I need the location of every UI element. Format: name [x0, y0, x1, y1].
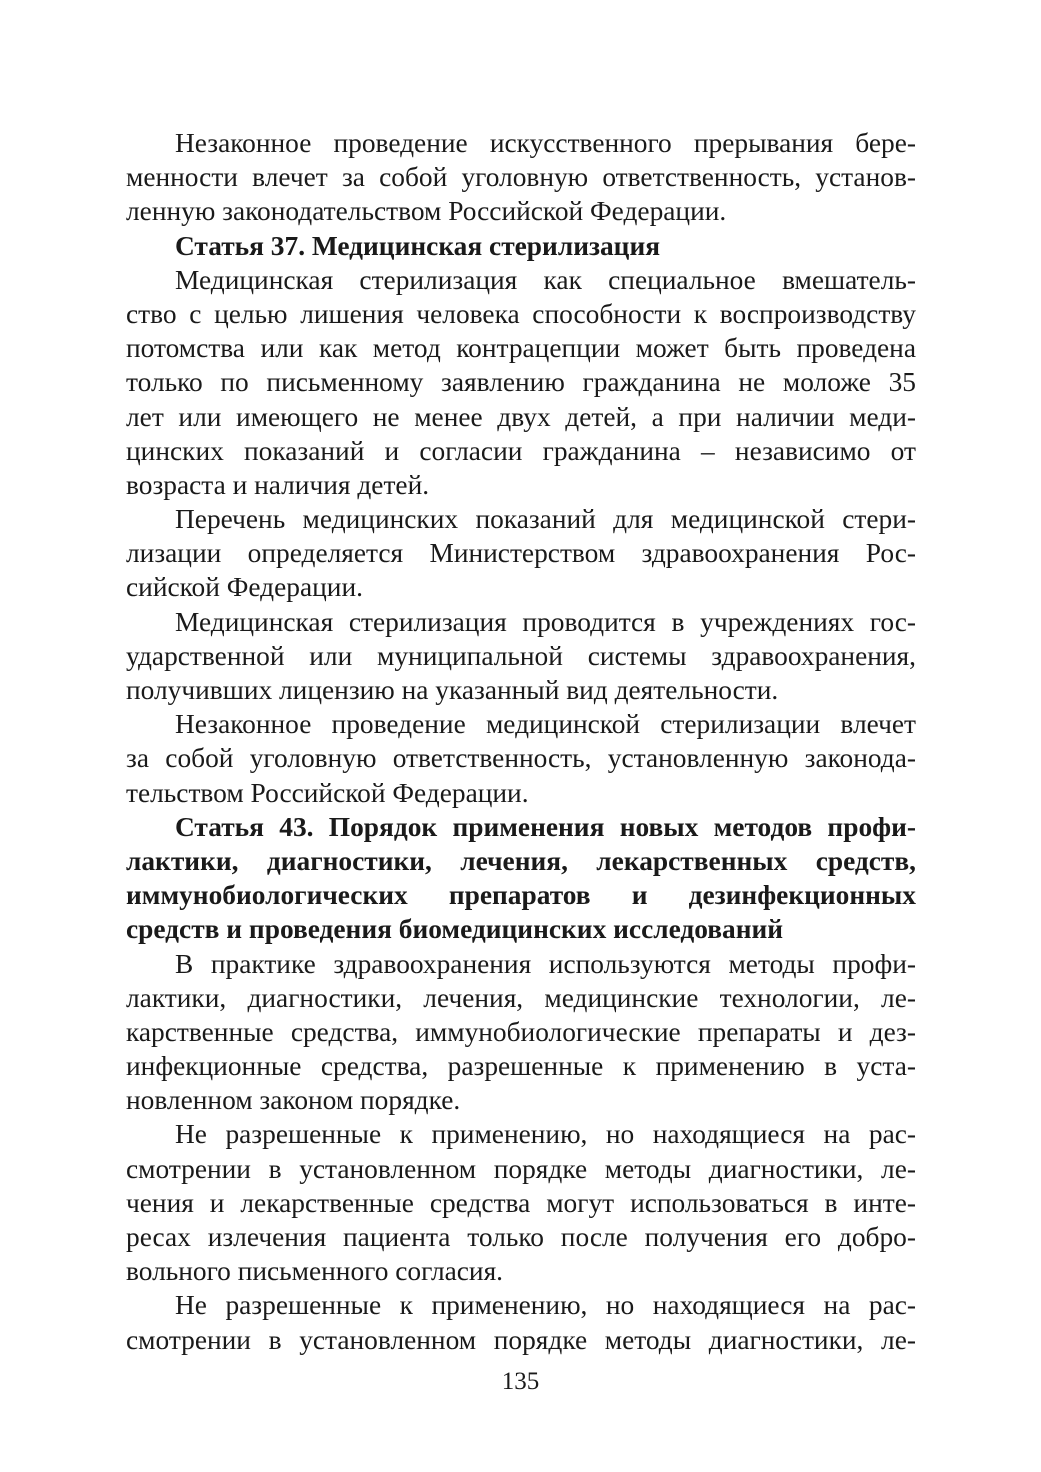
heading-line: Статья 43. Порядок применения новых методов профи- [175, 811, 916, 842]
page-number: 135 [501, 1368, 540, 1395]
text-line: лет или имеющего не менее двух детей, а при наличии меди- [126, 401, 916, 432]
text-line: Незаконное проведение медицинской стерилизации влечет [175, 709, 916, 740]
text-line: инфекционные средства, разрешенные к применению в уста- [126, 1051, 916, 1082]
text-line: только по письменному заявлению гражданина не моложе 35 [126, 367, 916, 398]
text-line: Перечень медицинских показаний для медицинской стери- [175, 504, 916, 535]
text-line: ударственной или муниципальной системы здравоохранения, [126, 640, 916, 671]
text-line: получивших лицензию на указанный вид деятельности. [126, 675, 779, 705]
text-line: менности влечет за собой уголовную ответственность, установ- [126, 162, 916, 193]
page-body-text [126, 126, 916, 1357]
text-line: сийской Федерации. [126, 572, 363, 603]
text-line: смотрении в установленном порядке методы диагностики, ле- [126, 1153, 916, 1184]
text-line: потомства или как метод контрацепции может быть проведена [126, 333, 916, 364]
text-line: лизации определяется Министерством здравоохранения Рос- [126, 538, 916, 569]
text-line: карственные средства, иммунобиологические препараты и дез- [126, 1016, 916, 1047]
text-line: ство с целью лишения человека способности к воспроизводству [126, 298, 916, 329]
text-line: Не разрешенные к применению, но находящиеся на рас- [175, 1290, 916, 1321]
text-line: Незаконное проведение искусственного прерывания бере- [175, 128, 916, 158]
text-line: Медицинская стерилизация как специальное вмешатель- [175, 264, 916, 295]
heading-line: лактики, диагностики, лечения, лекарственных средств, [126, 845, 916, 876]
text-line: новленном законом порядке. [126, 1085, 461, 1116]
heading-line: иммунобиологических препаратов и дезинфекционных [126, 880, 916, 911]
heading-line: Статья 37. Медицинская стерилизация [175, 230, 661, 261]
text-line: В практике здравоохранения используются методы профи- [175, 948, 916, 979]
text-line: ленную законодательством Российской Федерации. [126, 196, 727, 227]
text-line: ресах излечения пациента только после получения его добро- [126, 1222, 916, 1252]
text-line: цинских показаний и согласии гражданина – независимо от [126, 435, 916, 466]
text-line: Медицинская стерилизация проводится в учреждениях гос- [175, 606, 916, 637]
text-line: тельством Российской Федерации. [126, 777, 529, 808]
text-line: возраста и наличия детей. [126, 469, 430, 500]
text-line: чения и лекарственные средства могут использоваться в инте- [126, 1187, 916, 1218]
text-line: лактики, диагностики, лечения, медицинские технологии, ле- [126, 982, 916, 1013]
text-line: вольного письменного согласия. [126, 1256, 504, 1287]
text-line: Не разрешенные к применению, но находящиеся на рас- [175, 1119, 916, 1150]
heading-line: средств и проведения биомедицинских исследований [126, 914, 784, 945]
text-line: за собой уголовную ответственность, установленную законода- [126, 743, 916, 774]
text-line: смотрении в установленном порядке методы диагностики, ле- [126, 1324, 916, 1355]
